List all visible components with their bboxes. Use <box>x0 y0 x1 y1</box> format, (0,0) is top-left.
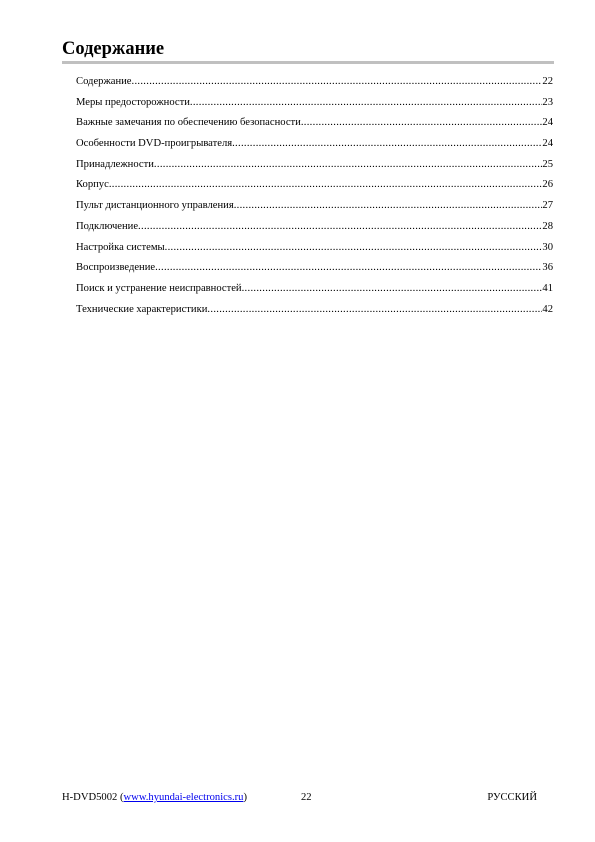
toc-entry[interactable] <box>76 93 553 114</box>
toc-entry-page: 41 <box>542 282 553 294</box>
toc-entry[interactable] <box>76 258 553 279</box>
toc-dot-leader <box>242 279 543 300</box>
toc-entry-page: 27 <box>542 200 553 212</box>
toc-dot-leader <box>154 155 542 176</box>
toc-entry[interactable] <box>76 72 553 93</box>
footer-paren-close: ) <box>243 792 247 803</box>
toc-entry-label: Пульт дистанционного управления <box>76 200 234 212</box>
toc-entry-label: Технические характеристики <box>76 303 208 315</box>
page-title: Содержание <box>62 39 165 59</box>
footer-page-number: 22 <box>301 792 312 803</box>
toc-entry-label: Настройка системы <box>76 241 165 253</box>
toc-entry-label: Важные замечания по обеспечению безопасности <box>76 117 301 129</box>
toc-entry-label: Принадлежности <box>76 158 154 170</box>
toc-entry[interactable] <box>76 134 553 155</box>
toc-dot-leader <box>109 175 543 196</box>
toc-entry[interactable] <box>76 238 553 259</box>
toc-entry[interactable] <box>76 113 553 134</box>
toc-entry[interactable] <box>76 279 553 300</box>
toc-entry-label: Поиск и устранение неисправностей <box>76 282 242 294</box>
toc-entry-page: 24 <box>542 138 553 150</box>
footer-model-info <box>62 789 247 807</box>
toc-entry-page: 25 <box>542 158 553 170</box>
footer-language: РУССКИЙ <box>487 792 537 803</box>
toc-dot-leader <box>155 258 542 279</box>
toc-dot-leader <box>207 300 542 321</box>
toc-dot-leader <box>234 196 543 217</box>
toc-entry[interactable] <box>76 155 553 176</box>
toc-entry[interactable] <box>76 196 553 217</box>
page-footer <box>62 789 537 807</box>
table-of-contents <box>76 72 553 320</box>
toc-dot-leader <box>132 72 543 93</box>
toc-entry-page: 28 <box>542 220 553 232</box>
toc-entry-page: 22 <box>542 76 553 87</box>
toc-entry-page: 30 <box>542 241 553 253</box>
toc-entry[interactable] <box>76 175 553 196</box>
toc-entry-page: 36 <box>542 262 553 274</box>
toc-entry-label: Содержание <box>76 76 132 87</box>
toc-dot-leader <box>232 134 542 155</box>
toc-entry-page: 24 <box>542 117 553 129</box>
toc-entry[interactable] <box>76 217 553 238</box>
title-rule <box>62 61 554 64</box>
toc-entry-label: Корпус <box>76 179 109 191</box>
website-link[interactable]: www.hyundai-electronics.ru <box>123 792 244 803</box>
toc-entry-label: Особенности DVD-проигрывателя <box>76 138 233 150</box>
toc-entry-label: Меры предосторожности <box>76 96 190 108</box>
toc-dot-leader <box>138 217 542 238</box>
toc-entry-page: 42 <box>542 303 553 315</box>
footer-paren-open: ( <box>117 792 124 803</box>
toc-entry-label: Воспроизведение <box>76 262 156 274</box>
toc-dot-leader <box>301 113 543 134</box>
toc-entry-page: 23 <box>542 96 553 108</box>
footer-model-name: H-DVD5002 <box>62 792 118 803</box>
toc-entry-page: 26 <box>542 179 553 191</box>
toc-dot-leader <box>190 93 543 114</box>
toc-entry-label: Подключение <box>76 220 139 232</box>
toc-entry[interactable] <box>76 300 553 321</box>
toc-dot-leader <box>165 238 543 259</box>
